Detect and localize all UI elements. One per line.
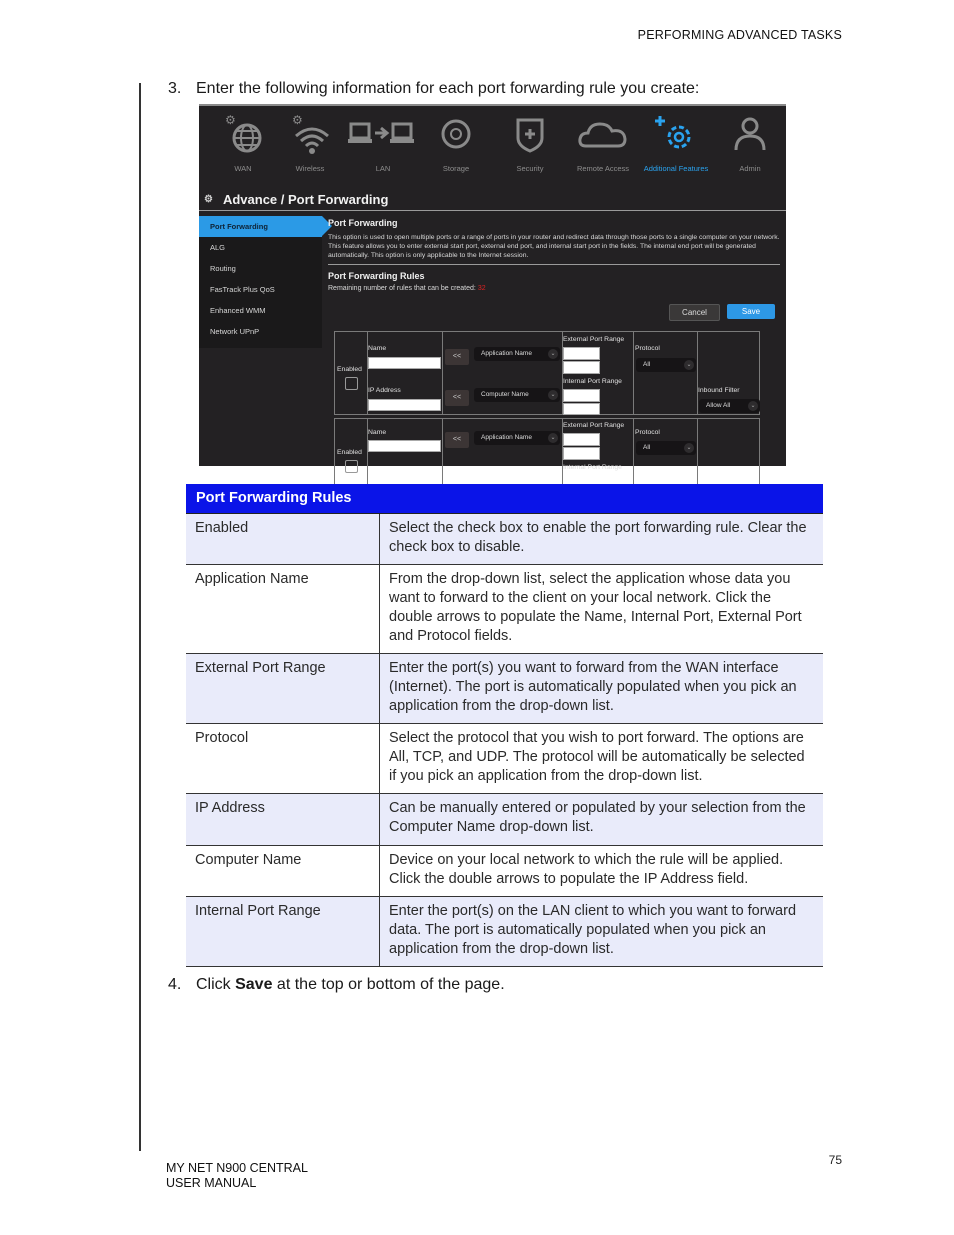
storage-icon <box>434 112 478 156</box>
table-title: Port Forwarding Rules <box>186 484 823 514</box>
name-label: Name <box>368 429 387 436</box>
nav-additional-features[interactable] <box>640 110 712 173</box>
sidebar-item-port-forwarding[interactable]: Port Forwarding <box>199 216 322 237</box>
external-end-port-input[interactable] <box>563 361 600 374</box>
field-description: Enter the port(s) you want to forward from the WAN interface (Internet). The port is automatically populated when you pick an application from the drop-down list. <box>380 654 824 724</box>
name-label: Name <box>368 345 387 352</box>
remaining-rules <box>328 285 780 292</box>
cancel-button[interactable]: Cancel <box>669 304 720 321</box>
chevron-down-icon: ⌄ <box>684 360 694 370</box>
ip-address-label: IP Address <box>368 387 401 394</box>
port-forwarding-rules-table <box>186 484 823 967</box>
dropdown-value: Allow All <box>706 402 731 409</box>
enabled-label: Enabled <box>337 366 362 373</box>
populate-app-arrows-button[interactable]: << <box>445 432 469 448</box>
nav-security[interactable] <box>494 110 566 173</box>
section-heading: Port Forwarding <box>328 218 398 228</box>
nav-label: LAN <box>375 164 391 173</box>
nav-label: Security <box>516 164 544 173</box>
step-number: 3. <box>168 80 182 97</box>
protocol-label: Protocol <box>635 429 660 436</box>
protocol-dropdown[interactable] <box>636 358 696 372</box>
screen-title <box>204 192 388 207</box>
section-description: This option is used to open multiple ports or a range of ports in your router and redirect data through those ports to a single computer on your network. This feature allows you to enter external start port, external end port, and internal start port in the fields. The internal end port will be generated automatically. This option is only applicable to the Internet session. <box>328 234 780 259</box>
table-row <box>186 724 823 794</box>
wifi-icon <box>286 112 334 156</box>
sidebar-item-fastrack-qos[interactable]: FasTrack Plus QoS <box>210 285 275 294</box>
application-name-dropdown[interactable] <box>474 347 560 361</box>
remaining-count: 32 <box>477 285 486 292</box>
nav-remote-access[interactable] <box>567 110 639 173</box>
main-panel <box>328 218 780 292</box>
table-row <box>186 565 823 654</box>
chevron-down-icon: ⌄ <box>684 443 694 453</box>
internal-end-port-input[interactable] <box>563 403 600 415</box>
nav-storage[interactable] <box>420 110 492 173</box>
svg-text:⚙: ⚙ <box>292 113 303 127</box>
step-text: Enter the following information for each port forwarding rule you create: <box>196 80 700 97</box>
lan-icon <box>347 112 419 156</box>
nav-label: Wireless <box>295 164 325 173</box>
chevron-down-icon: ⌄ <box>748 401 758 411</box>
sidebar-item-network-upnp[interactable]: Network UPnP <box>210 327 260 336</box>
globe-icon <box>219 112 267 156</box>
sidebar <box>199 216 322 348</box>
internal-port-range-label: Internal Port Range <box>563 378 622 385</box>
external-start-port-input[interactable] <box>563 433 600 446</box>
application-name-dropdown[interactable] <box>474 431 560 445</box>
svg-text:⚙: ⚙ <box>225 113 236 127</box>
field-description: Select the protocol that you wish to port forward. The options are All, TCP, and UDP. The protocol will be automatically be selected if you pick an application from the drop-down list. <box>380 724 824 794</box>
field-description: Can be manually entered or populated by your selection from the Computer Name drop-down list. <box>380 794 824 845</box>
cloud-icon <box>576 112 630 156</box>
nav-label: Additional Features <box>643 164 709 173</box>
enabled-checkbox[interactable] <box>345 377 358 390</box>
external-end-port-input[interactable] <box>563 447 600 460</box>
nav-wireless[interactable] <box>274 110 346 173</box>
sidebar-item-enhanced-wmm[interactable]: Enhanced WMM <box>210 306 266 315</box>
dropdown-value: Computer Name <box>481 391 529 398</box>
computer-name-dropdown[interactable] <box>474 388 560 402</box>
save-button[interactable]: Save <box>727 304 775 319</box>
inbound-filter-label: Inbound Filter <box>698 387 740 394</box>
divider <box>328 264 780 265</box>
name-input[interactable] <box>368 357 441 369</box>
nav-label: Storage <box>442 164 470 173</box>
gear-icon: ⚙ <box>204 194 213 205</box>
top-nav <box>199 106 786 186</box>
step-3 <box>168 80 699 98</box>
divider <box>199 210 786 211</box>
enabled-label: Enabled <box>337 449 362 456</box>
table-row <box>186 897 823 967</box>
sidebar-item-routing[interactable]: Routing <box>210 264 236 273</box>
internal-port-range-label: Internal Port Range <box>563 464 622 471</box>
rule-row <box>334 331 760 415</box>
enabled-checkbox[interactable] <box>345 460 358 473</box>
remaining-label: Remaining number of rules that can be created: <box>328 285 478 292</box>
section-header: PERFORMING ADVANCED TASKS <box>637 28 842 42</box>
margin-bar <box>139 83 141 1151</box>
step-text: at the top or bottom of the page. <box>272 976 505 993</box>
rules-heading: Port Forwarding Rules <box>328 271 425 281</box>
dropdown-value: All <box>643 361 651 368</box>
field-name: IP Address <box>186 794 380 845</box>
field-description: From the drop-down list, select the application whose data you want to forward to the client on your local network. Click the double arrows to populate the Name, Internal Port, External Port and Protocol fields. <box>380 565 824 654</box>
nav-label: Remote Access <box>576 164 630 173</box>
footer-product: MY NET N900 CENTRAL <box>166 1161 308 1175</box>
nav-label: WAN <box>234 164 252 173</box>
table-row <box>186 845 823 896</box>
field-description: Device on your local network to which the rule will be applied. Click the double arrows to populate the IP Address field. <box>380 845 824 896</box>
table-row <box>186 654 823 724</box>
nav-wan[interactable] <box>207 110 279 173</box>
dropdown-value: Application Name <box>481 350 532 357</box>
field-name: External Port Range <box>186 654 380 724</box>
router-screenshot <box>199 104 786 471</box>
field-name: Application Name <box>186 565 380 654</box>
step-number: 4. <box>168 976 182 993</box>
sidebar-item-alg[interactable]: ALG <box>210 243 226 252</box>
chevron-down-icon: ⌄ <box>548 390 558 400</box>
populate-app-arrows-button[interactable]: << <box>445 349 469 365</box>
field-name: Computer Name <box>186 845 380 896</box>
chevron-down-icon: ⌄ <box>548 349 558 359</box>
protocol-label: Protocol <box>635 345 660 352</box>
external-port-range-label: External Port Range <box>563 336 625 343</box>
protocol-dropdown[interactable] <box>636 441 696 455</box>
step-4 <box>168 976 505 994</box>
shield-icon <box>508 112 552 156</box>
screen-title-text: Advance / Port Forwarding <box>222 192 389 207</box>
nav-label: Admin <box>739 164 761 173</box>
inbound-filter-dropdown[interactable] <box>699 399 760 413</box>
dropdown-value: All <box>643 444 651 451</box>
field-name: Enabled <box>186 514 380 565</box>
nav-admin[interactable] <box>714 110 786 173</box>
populate-ip-arrows-button[interactable]: << <box>445 390 469 406</box>
external-port-range-label: External Port Range <box>563 422 625 429</box>
nav-lan[interactable] <box>347 110 419 173</box>
step-bold-save: Save <box>235 976 273 993</box>
field-name: Protocol <box>186 724 380 794</box>
field-name: Internal Port Range <box>186 897 380 967</box>
external-start-port-input[interactable] <box>563 347 600 360</box>
dropdown-value: Application Name <box>481 434 532 441</box>
page-number: 75 <box>828 1153 842 1167</box>
user-icon <box>728 112 772 156</box>
step-text: Click <box>196 976 236 993</box>
chevron-down-icon: ⌄ <box>548 433 558 443</box>
ip-address-input[interactable] <box>368 399 441 411</box>
field-description: Enter the port(s) on the LAN client to which you want to forward data. The port is automatically populated when you pick an application from the drop-down list. <box>380 897 824 967</box>
footer-manual: USER MANUAL <box>166 1176 257 1190</box>
internal-start-port-input[interactable] <box>563 389 600 402</box>
table-row <box>186 514 823 565</box>
table-row <box>186 794 823 845</box>
gear-plus-icon <box>652 112 700 156</box>
name-input[interactable] <box>368 440 441 452</box>
field-description: Select the check box to enable the port forwarding rule. Clear the check box to disable. <box>380 514 824 565</box>
